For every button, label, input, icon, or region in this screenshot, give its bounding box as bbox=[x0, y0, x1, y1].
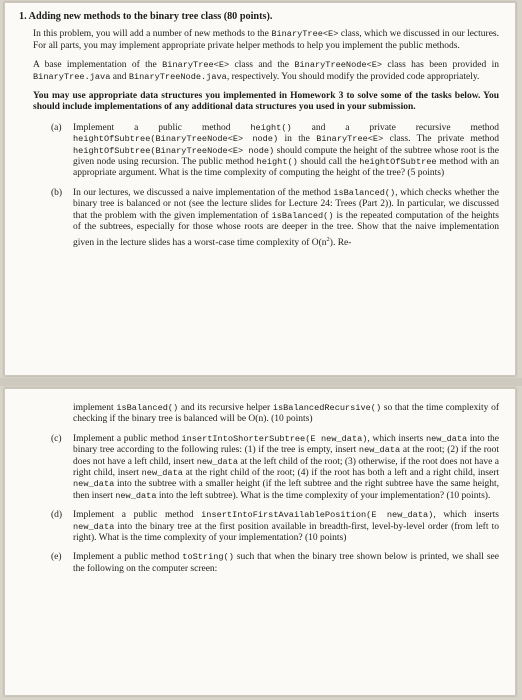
text-run: In this problem, you will add a number of new methods to the bbox=[33, 29, 272, 40]
text-run: so that the time complexity of checking if the binary tree is balanced will be O(n). (10 points) bbox=[73, 403, 499, 425]
task-e-text bbox=[73, 552, 499, 575]
code-snippet: new_data bbox=[358, 445, 401, 456]
task-b bbox=[51, 188, 499, 249]
task-c-label: (c) bbox=[51, 433, 62, 444]
code-snippet: new_data bbox=[73, 521, 115, 532]
text-run: is the repeated computation of the heights of the subtrees, especially for those whose roots are deeper in the tree. Show that the naive implementation given in the lecture slides has a worst-case time complexity of O(n bbox=[73, 210, 499, 248]
text-run: and a private recursive method bbox=[291, 122, 499, 133]
code-snippet: heightOfSubtree bbox=[359, 157, 437, 168]
text-run: in the bbox=[278, 134, 317, 145]
code-snippet: BinaryTree<E> bbox=[271, 29, 339, 40]
text-run: at the right child of the root; (4) if the root has both a left and a right child, insert bbox=[182, 468, 499, 479]
task-d bbox=[51, 510, 499, 544]
code-snippet: isBalanced() bbox=[271, 210, 334, 221]
code-snippet: new_data bbox=[141, 468, 183, 479]
document-page-2 bbox=[4, 388, 516, 696]
text-run: In our lectures, we discussed a naive implementation of the method bbox=[73, 187, 334, 198]
text-run: , respectively. You should modify the provided code appropriately. bbox=[226, 71, 480, 82]
task-e-label: (e) bbox=[51, 552, 62, 563]
text-run: into the left subtree). What is the time complexity of your implementation? (10 points). bbox=[156, 490, 491, 501]
text-run: class and the bbox=[229, 60, 295, 71]
text-run: into the binary tree at the first position available in breadth-first, level-by-level order (from left to right). What is the time complexity of your implementation? (10 points) bbox=[73, 521, 499, 544]
code-snippet: insertIntoFirstAvailablePosition(E new_data) bbox=[201, 510, 434, 521]
code-snippet: new_data bbox=[425, 433, 468, 444]
task-d-label: (d) bbox=[51, 510, 63, 521]
code-snippet: BinaryTree.java bbox=[33, 71, 111, 82]
code-snippet: toString() bbox=[182, 552, 234, 563]
text-run: , which inserts bbox=[433, 510, 499, 521]
text-run: class. The private method bbox=[383, 134, 499, 145]
code-snippet: new_data bbox=[115, 490, 157, 501]
text-run: , which inserts bbox=[367, 433, 426, 444]
text-run: , which checks whether the binary tree is balanced or not (see the lecture slides for Lecture 24: Trees (Part 2)). In particular, we discussed that the problem with the given implementation of bbox=[73, 187, 499, 221]
text-run: at the left child of the root; (3) otherwise, if the root does not have a right child, insert bbox=[73, 456, 499, 479]
code-snippet: BinaryTree<E> bbox=[162, 60, 230, 71]
text-run: A base implementation of the bbox=[33, 60, 163, 71]
text-run: into the subtree with a smaller height (if the left subtree and the right subtree have the same height, then insert bbox=[73, 479, 499, 501]
data-structures-note: You may use appropriate data structures you implemented in Homework 3 to solve some of the tasks below. You should include implementations of any additional data structures you used in your submission. bbox=[33, 91, 499, 113]
task-a bbox=[51, 123, 499, 180]
code-snippet: isBalanced() bbox=[116, 403, 179, 413]
text-run: should compute the height of the subtree whose root is the given node using recursion. The public method bbox=[73, 145, 499, 168]
code-snippet: BinaryTree<E> bbox=[316, 134, 384, 145]
text-run: Implement a public method bbox=[73, 552, 183, 563]
text-run: at the root; (2) if the root does not have a left child, insert bbox=[73, 445, 500, 467]
task-b-label: (b) bbox=[51, 187, 63, 198]
code-snippet: new_data bbox=[196, 456, 238, 467]
code-snippet: isBalancedRecursive() bbox=[272, 403, 382, 413]
task-a-text bbox=[73, 123, 499, 180]
text-run: class has been provided in bbox=[382, 60, 499, 71]
text-run: implement bbox=[73, 403, 117, 413]
task-b-text bbox=[73, 188, 499, 249]
text-run: should call the bbox=[297, 157, 360, 168]
document-page-1 bbox=[4, 2, 516, 376]
code-snippet: heightOfSubtree(BinaryTreeNode<E> node) bbox=[73, 145, 275, 156]
code-snippet: height() bbox=[256, 157, 298, 168]
code-snippet: BinaryTreeNode.java bbox=[128, 71, 227, 82]
text-run: Implement a public method bbox=[73, 510, 202, 521]
text-run: ). Re- bbox=[329, 237, 352, 248]
code-snippet: isBalanced() bbox=[333, 187, 396, 198]
task-b-continuation bbox=[73, 403, 499, 426]
text-run: method with an appropriate argument. What is the time complexity of computing the height of the tree? (5 points) bbox=[73, 157, 499, 179]
code-snippet: BinaryTreeNode<E> bbox=[294, 60, 383, 71]
task-c bbox=[51, 434, 499, 502]
task-e bbox=[51, 552, 499, 575]
text-run: such that when the binary tree shown below is printed, we shall see the following on the computer screen: bbox=[73, 552, 499, 574]
page-gap bbox=[0, 378, 522, 386]
text-run: into the binary tree according to the following rules: (1) if the tree is empty, insert bbox=[73, 433, 499, 456]
code-snippet: height() bbox=[250, 122, 292, 133]
text-run: and its recursive helper bbox=[178, 403, 273, 413]
task-a-label: (a) bbox=[51, 122, 62, 133]
text-run: Implement a public method bbox=[73, 433, 182, 444]
problem-heading: 1. Adding new methods to the binary tree class (80 points). bbox=[19, 11, 273, 22]
code-snippet: new_data bbox=[73, 479, 115, 490]
base-implementation-paragraph bbox=[33, 60, 499, 83]
intro-paragraph bbox=[33, 29, 499, 52]
text-run: 2 bbox=[326, 235, 330, 243]
task-c-text bbox=[73, 434, 499, 502]
text-run: class, which we discussed in our lectures. For all parts, you may implement appropriate private helper methods to help you implement the public methods. bbox=[33, 29, 499, 51]
code-snippet: heightOfSubtree(BinaryTreeNode<E> node) bbox=[73, 134, 279, 145]
task-d-text bbox=[73, 510, 499, 544]
code-snippet: insertIntoShorterSubtree(E new_data) bbox=[181, 433, 368, 444]
text-run: Implement a public method bbox=[73, 122, 251, 133]
text-run: and bbox=[110, 71, 129, 82]
